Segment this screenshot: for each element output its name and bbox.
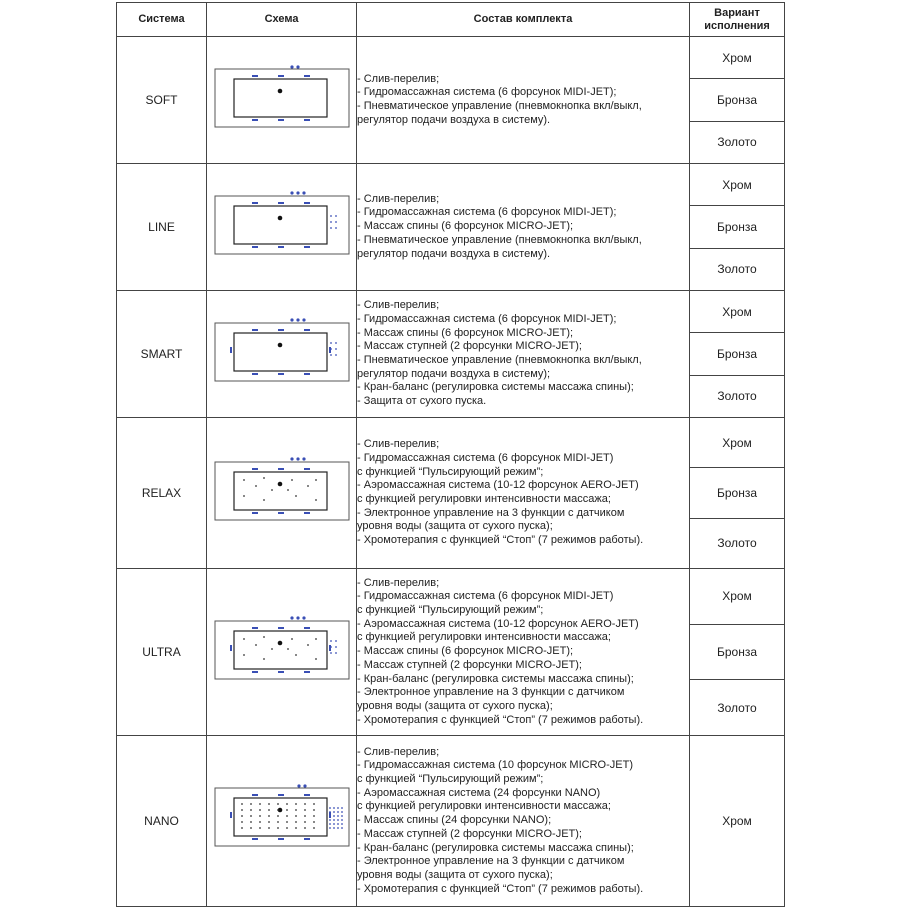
composition-line: - Гидромассажная система (6 форсунок MIDI-JET)	[357, 451, 614, 464]
bathtub-schematic-icon	[212, 63, 352, 133]
bathtub-schematic-icon	[212, 190, 352, 260]
composition-cell	[357, 418, 690, 569]
finish-cell	[690, 418, 785, 569]
header-system: Система	[117, 3, 207, 37]
header-variant-line2: исполнения	[704, 19, 770, 32]
spec-table	[116, 2, 785, 907]
schematic-wrapper	[207, 37, 356, 133]
composition-line: - Аэромассажная система (24 форсунки NANO)	[357, 786, 601, 799]
header-variant-line1: Вариант	[714, 6, 760, 19]
composition-line: с функцией “Пульсирующий режим”;	[357, 465, 544, 478]
finish-options	[690, 418, 784, 568]
finish-option: Хром	[690, 569, 784, 625]
composition-line: - Слив-перелив;	[357, 745, 440, 758]
finish-cell	[690, 291, 785, 418]
system-name: ULTRA	[117, 569, 207, 736]
schematic-wrapper	[207, 164, 356, 260]
finish-options	[690, 164, 784, 290]
finish-option: Хром	[690, 164, 784, 206]
system-name: RELAX	[117, 418, 207, 569]
composition-line: - Электронное управление на 3 функции с датчиком	[357, 506, 625, 519]
schematic-cell	[207, 569, 357, 736]
composition-line: - Кран-баланс (регулировка системы массажа спины);	[357, 841, 634, 854]
composition-cell	[357, 736, 690, 907]
finish-cell	[690, 164, 785, 291]
composition-line: - Хромотерапия с функцией “Стоп” (7 режимов работы).	[357, 713, 644, 726]
composition-line: с функцией регулировки интенсивности массажа;	[357, 493, 611, 505]
composition-line: - Массаж спины (6 форсунок MICRO-JET);	[357, 645, 574, 658]
finish-option: Золото	[717, 389, 757, 404]
finish-option: Хром	[690, 37, 784, 79]
composition-line: с функцией регулировки интенсивности массажа;	[357, 800, 611, 813]
finish-options	[690, 291, 784, 417]
system-name: SMART	[117, 291, 207, 418]
composition-line: - Слив-перелив;	[357, 576, 440, 589]
schematic-wrapper	[207, 291, 356, 387]
finish-option: Бронза	[690, 468, 784, 518]
header-row	[117, 3, 785, 37]
finish-option: Хром	[690, 418, 784, 468]
composition-cell	[357, 37, 690, 164]
composition-line: - Слив-перелив;	[357, 72, 440, 85]
composition-line: - Электронное управление на 3 функции с датчиком	[357, 686, 625, 699]
composition-line: - Гидромассажная система (10 форсунок MICRO-JET)	[357, 759, 633, 772]
composition-line: - Гидромассажная система (6 форсунок MIDI-JET);	[357, 86, 617, 99]
composition-line: - Кран-баланс (регулировка системы массажа спины);	[357, 381, 634, 394]
bathtub-schematic-icon	[212, 782, 352, 852]
system-name: LINE	[117, 164, 207, 291]
composition-line: - Слив-перелив;	[357, 299, 440, 312]
table-row	[117, 291, 785, 418]
bathtub-schematic-icon	[212, 456, 352, 526]
schematic-cell	[207, 37, 357, 164]
composition-line: уровня воды (защита от сухого пуска);	[357, 699, 553, 712]
composition-line: - Гидромассажная система (6 форсунок MIDI-JET);	[357, 312, 617, 325]
composition-line: регулятор подачи воздуха в систему).	[357, 247, 551, 260]
schematic-cell	[207, 164, 357, 291]
composition-line: - Пневматическое управление (пневмокнопка вкл/выкл,	[357, 100, 642, 112]
composition-line: - Массаж ступней (2 форсунки MICRO-JET);	[357, 340, 582, 353]
finish-option: Золото	[717, 262, 757, 277]
finish-option: Хром	[722, 814, 752, 828]
system-name: NANO	[117, 736, 207, 907]
schematic-wrapper	[207, 736, 356, 852]
schematic-wrapper	[207, 418, 356, 526]
composition-line: - Массаж ступней (2 форсунки MICRO-JET);	[357, 827, 582, 840]
finish-option: Золото	[717, 135, 757, 150]
composition-line: - Хромотерапия с функцией “Стоп” (7 режимов работы).	[357, 882, 644, 895]
composition-line: с функцией регулировки интенсивности массажа;	[357, 631, 611, 644]
composition-line: - Слив-перелив;	[357, 192, 440, 205]
finish-cell	[690, 569, 785, 736]
composition-line: - Гидромассажная система (6 форсунок MIDI-JET);	[357, 206, 617, 219]
header-variant	[690, 3, 785, 37]
header-composition: Состав комплекта	[357, 3, 690, 37]
composition-line: регулятор подачи воздуха в систему);	[357, 367, 551, 380]
composition-line: - Гидромассажная система (6 форсунок MIDI-JET)	[357, 590, 614, 603]
composition-cell	[357, 569, 690, 736]
composition-line: - Электронное управление на 3 функции с датчиком	[357, 855, 625, 868]
table-row	[117, 569, 785, 736]
finish-option: Хром	[690, 291, 784, 333]
table-row	[117, 164, 785, 291]
system-name: SOFT	[117, 37, 207, 164]
finish-option: Золото	[717, 700, 757, 715]
composition-cell	[357, 164, 690, 291]
composition-line: уровня воды (защита от сухого пуска);	[357, 520, 553, 533]
composition-line: уровня воды (защита от сухого пуска);	[357, 868, 553, 881]
finish-option: Бронза	[690, 625, 784, 681]
schematic-cell	[207, 736, 357, 907]
composition-line: - Кран-баланс (регулировка системы массажа спины);	[357, 672, 634, 685]
composition-line: - Пневматическое управление (пневмокнопка вкл/выкл,	[357, 354, 642, 366]
composition-line: - Массаж спины (6 форсунок MICRO-JET);	[357, 326, 574, 339]
composition-line: с функцией “Пульсирующий режим”;	[357, 604, 544, 617]
schematic-cell	[207, 418, 357, 569]
finish-cell	[690, 736, 785, 907]
composition-cell	[357, 291, 690, 418]
composition-line: - Массаж спины (24 форсунки NANO);	[357, 814, 552, 827]
finish-option: Золото	[717, 536, 757, 551]
finish-option: Бронза	[690, 206, 784, 248]
bathtub-schematic-icon	[212, 317, 352, 387]
table-row	[117, 418, 785, 569]
composition-line: с функцией “Пульсирующий режим”;	[357, 773, 544, 786]
finish-cell	[690, 37, 785, 164]
finish-option: Бронза	[690, 79, 784, 121]
composition-line: регулятор подачи воздуха в систему).	[357, 113, 551, 126]
composition-line: - Хромотерапия с функцией “Стоп” (7 режимов работы).	[357, 534, 644, 547]
composition-line: - Аэромассажная система (10-12 форсунок AERO-JET)	[357, 617, 639, 630]
table-row	[117, 37, 785, 164]
bathtub-schematic-icon	[212, 615, 352, 685]
finish-options	[690, 37, 784, 163]
finish-options	[690, 736, 784, 906]
composition-line: - Защита от сухого пуска.	[357, 395, 487, 408]
composition-line: - Пневматическое управление (пневмокнопка вкл/выкл,	[357, 233, 642, 246]
table-row	[117, 736, 785, 907]
schematic-wrapper	[207, 569, 356, 685]
composition-line: - Слив-перелив;	[357, 438, 440, 451]
composition-line: - Аэромассажная система (10-12 форсунок AERO-JET)	[357, 479, 639, 492]
schematic-cell	[207, 291, 357, 418]
composition-line: - Массаж ступней (2 форсунки MICRO-JET);	[357, 658, 582, 671]
composition-line: - Массаж спины (6 форсунок MICRO-JET);	[357, 220, 574, 233]
header-scheme: Схема	[207, 3, 357, 37]
finish-options	[690, 569, 784, 735]
finish-option: Бронза	[690, 333, 784, 375]
